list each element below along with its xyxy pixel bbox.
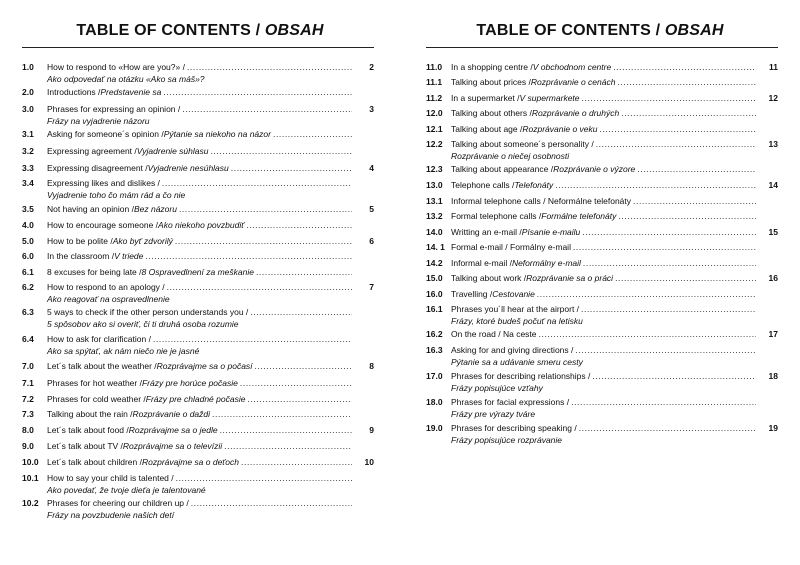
entry-title: How to encourage someone / [47, 220, 159, 230]
entry-title: How to respond to an apology / [47, 282, 165, 292]
entry-title-line [47, 441, 352, 453]
entry-subtitle: Frázy na povzbudenie našich detí [47, 509, 175, 520]
toc-entry[interactable] [426, 423, 778, 446]
entry-title-line [451, 139, 756, 151]
toc-entry[interactable] [426, 258, 778, 270]
entry-title: Talking about prices / [451, 77, 531, 87]
dot-leader [615, 273, 756, 285]
entry-subtitle: Frázy na vyjadrenie názoru [47, 115, 150, 126]
entry-number: 17.0 [426, 371, 443, 381]
title-main: TABLE OF CONTENTS / [476, 22, 665, 39]
toc-entry[interactable] [426, 289, 778, 301]
entry-number: 7.0 [22, 361, 34, 371]
entry-title: In the classroom / [47, 251, 115, 261]
entry-number: 3.1 [22, 129, 34, 139]
title-italic: OBSAH [264, 22, 324, 39]
entry-title: Phrases for hot weather / [47, 378, 142, 388]
entry-title: Asking for someone´s opinion / [47, 129, 164, 139]
entry-title-line [47, 307, 352, 319]
entry-page-number: 16 [768, 273, 778, 283]
toc-entry[interactable] [426, 397, 778, 420]
toc-entry[interactable] [426, 304, 778, 327]
dot-leader [621, 108, 756, 120]
entry-page-number: 12 [768, 93, 778, 103]
toc-entry[interactable] [22, 220, 374, 232]
entry-title: Phrases for cold weather / [47, 394, 146, 404]
entry-title-slovak: 8 Ospravedlnení za meškanie [141, 267, 254, 277]
entry-title-slovak: Rozprávanie o daždi [132, 409, 211, 419]
toc-entry[interactable] [426, 227, 778, 239]
entry-number: 5.0 [22, 236, 34, 246]
entry-title: Telephone calls / [451, 180, 515, 190]
dot-leader [182, 104, 352, 116]
entry-number: 10.2 [22, 498, 39, 508]
entry-number: 15.0 [426, 273, 443, 283]
dot-leader [153, 334, 352, 346]
toc-entry[interactable] [22, 473, 374, 496]
dot-leader [618, 211, 756, 223]
dot-leader [255, 361, 352, 373]
toc-entry[interactable] [426, 139, 778, 162]
entry-number: 14.2 [426, 258, 443, 268]
entry-title-line [451, 258, 756, 270]
entry-number: 14.0 [426, 227, 443, 237]
dot-leader [163, 87, 352, 99]
entry-title: Not having an opinion / [47, 204, 134, 214]
entry-title: Informal telephone calls / Neformálne telefonáty [451, 196, 632, 206]
entry-title-slovak: V supermarkete [519, 93, 580, 103]
entry-title-line [451, 93, 756, 105]
dot-leader [617, 77, 756, 89]
entry-number: 13.1 [426, 196, 443, 206]
title-rule [22, 47, 374, 48]
dot-leader [256, 267, 352, 279]
entry-page-number: 11 [769, 62, 778, 72]
entry-page-number: 4 [369, 163, 374, 173]
entry-title-line [47, 498, 352, 510]
dot-leader [573, 242, 756, 254]
toc-entry[interactable] [426, 108, 778, 120]
entry-title-line [47, 178, 352, 190]
toc-entry[interactable] [22, 361, 374, 373]
entry-number: 10.1 [22, 473, 39, 483]
entry-title-slovak: Vyjadrenie nesúhlasu [147, 163, 229, 173]
entry-number: 3.2 [22, 146, 34, 156]
entry-title: In a shopping centre / [451, 62, 533, 72]
entry-number: 3.0 [22, 104, 34, 114]
entry-page-number: 8 [369, 361, 374, 371]
entry-page-number: 14 [768, 180, 778, 190]
entry-title-slovak: Pýtanie sa niekoho na názor [163, 129, 271, 139]
entry-title: On the road / Na ceste [451, 329, 537, 339]
entry-number: 11.1 [426, 77, 443, 87]
entry-title-line [451, 345, 756, 357]
entry-title: Phrases for describing speaking / [451, 423, 577, 433]
entry-title-line [451, 77, 756, 89]
page-title [0, 22, 400, 40]
entry-title-line [47, 457, 352, 469]
toc-entry[interactable] [426, 345, 778, 368]
toc-entry[interactable] [426, 196, 778, 208]
dot-leader [176, 473, 352, 485]
entry-subtitle: Frázy, ktoré budeš počuť na letisku [451, 315, 583, 326]
entry-title: Asking for and giving directions / [451, 345, 574, 355]
dot-leader [555, 180, 756, 192]
toc-entry[interactable] [22, 425, 374, 437]
toc-entry[interactable] [22, 378, 374, 390]
dot-leader [583, 258, 756, 270]
entry-number: 6.3 [22, 307, 34, 317]
entry-number: 4.0 [22, 220, 34, 230]
dot-leader [145, 251, 352, 263]
dot-leader [162, 178, 352, 190]
entry-title-line [47, 62, 352, 74]
entry-title: Talking about age / [451, 124, 523, 134]
entry-title-line [47, 163, 352, 175]
entry-number: 13.0 [426, 180, 443, 190]
entry-title: Phrases for describing relationships / [451, 371, 591, 381]
entry-subtitle: Frázy popisujúce rozprávanie [451, 434, 563, 445]
toc-entry[interactable] [426, 329, 778, 341]
entry-subtitle: Ako reagovať na ospravedlnenie [47, 293, 170, 304]
entry-title: Let´s talk about children / [47, 457, 142, 467]
entry-number: 16.2 [426, 329, 443, 339]
entry-title: Expressing disagreement / [47, 163, 148, 173]
entry-title: 5 ways to check if the other person understands you / [47, 307, 249, 317]
entry-title-line [47, 361, 352, 373]
entry-page-number: 7 [369, 282, 374, 292]
entry-number: 14. 1 [426, 242, 445, 252]
toc-entry[interactable] [22, 307, 374, 330]
dot-leader [633, 196, 756, 208]
entry-page-number: 13 [768, 139, 778, 149]
entry-title: Talking about appearance / [451, 164, 554, 174]
entry-subtitle: Ako sa spýtať, ak nám niečo nie je jasné [47, 345, 200, 356]
entry-title-line [47, 267, 352, 279]
entry-number: 7.1 [22, 378, 34, 388]
title-rule [426, 47, 778, 48]
dot-leader [613, 62, 756, 74]
entry-number: 1.0 [22, 62, 34, 72]
dot-leader [212, 409, 352, 421]
entry-number: 12.2 [426, 139, 443, 149]
toc-entry[interactable] [426, 371, 778, 394]
toc-entry[interactable] [426, 273, 778, 285]
entry-number: 11.2 [426, 93, 443, 103]
entry-number: 16.3 [426, 345, 443, 355]
toc-entry[interactable] [22, 163, 374, 175]
entry-title-slovak: Rozprávajme sa o deťoch [141, 457, 240, 467]
entry-title: In a supermarket / [451, 93, 520, 103]
entry-number: 9.0 [22, 441, 34, 451]
entry-title: Let´s talk about the weather / [47, 361, 157, 371]
entry-title-line [47, 204, 352, 216]
entry-title-line [47, 394, 352, 406]
entry-subtitle: Rozprávanie o niečej osobnosti [451, 150, 570, 161]
entry-title: Informal e-mail / [451, 258, 512, 268]
toc-entry[interactable] [22, 409, 374, 421]
right-page [400, 0, 800, 565]
entry-title-slovak: Rozprávanie o výzore [553, 164, 636, 174]
entry-title: How to be polite / [47, 236, 113, 246]
dot-leader [224, 441, 352, 453]
entry-number: 8.0 [22, 425, 34, 435]
entry-title-slovak: Neformálny e-mail [511, 258, 581, 268]
dot-leader [175, 236, 352, 248]
entry-page-number: 15 [768, 227, 778, 237]
entry-number: 7.3 [22, 409, 34, 419]
entry-title-line [47, 251, 352, 263]
entry-number: 10.0 [22, 457, 39, 467]
toc-entry[interactable] [22, 251, 374, 263]
entry-title: How to ask for clarification / [47, 334, 151, 344]
toc-entry[interactable] [22, 282, 374, 305]
entry-title: Writting an e-mail / [451, 227, 522, 237]
dot-leader [247, 394, 352, 406]
entry-title-line [47, 409, 352, 421]
entry-title-slovak: Frázy pre horúce počasie [141, 378, 238, 388]
page-title [400, 22, 800, 40]
toc-entry[interactable] [22, 498, 374, 521]
entry-title-slovak: Rozprávajme sa o jedle [128, 425, 218, 435]
entry-number: 19.0 [426, 423, 443, 433]
toc-entry[interactable] [22, 87, 374, 99]
entry-number: 7.2 [22, 394, 34, 404]
entry-title-slovak: Formálne telefonáty [541, 211, 617, 221]
toc-entry[interactable] [426, 242, 778, 254]
entry-title-line [451, 423, 756, 435]
entry-title-line [47, 87, 352, 99]
dot-leader [575, 345, 756, 357]
dot-leader [231, 163, 352, 175]
dot-leader [191, 498, 352, 510]
entry-title-line [451, 227, 756, 239]
entry-title-line [451, 196, 756, 208]
entry-title-line [47, 129, 352, 141]
entry-number: 6.2 [22, 282, 34, 292]
entry-title: Talking about work / [451, 273, 527, 283]
entry-title: Phrases you´ll hear at the airport / [451, 304, 580, 314]
entry-title: Phrases for cheering our children up / [47, 498, 189, 508]
entry-page-number: 5 [369, 204, 374, 214]
entry-number: 3.3 [22, 163, 34, 173]
entry-number: 6.0 [22, 251, 34, 261]
entry-title: Formal e-mail / Formálny e-mail [451, 242, 571, 252]
entry-title-slovak: Ako byť zdvorilý [112, 236, 173, 246]
entry-title: Expressing likes and dislikes / [47, 178, 160, 188]
title-main: TABLE OF CONTENTS / [76, 22, 265, 39]
toc-entry[interactable] [22, 204, 374, 216]
entry-title: Expressing agreement / [47, 146, 137, 156]
toc-entry[interactable] [426, 211, 778, 223]
entry-number: 2.0 [22, 87, 34, 97]
dot-leader [592, 371, 756, 383]
entry-title: Talking about someone´s personality / [451, 139, 594, 149]
dot-leader [250, 307, 352, 319]
entry-title: 8 excuses for being late / [47, 267, 142, 277]
entry-title-line [47, 473, 352, 485]
toc-entry[interactable] [426, 124, 778, 136]
entry-title-slovak: V obchodnom centre [532, 62, 612, 72]
entry-number: 18.0 [426, 397, 443, 407]
entry-number: 3.5 [22, 204, 34, 214]
dot-leader [537, 289, 756, 301]
entry-title-line [451, 371, 756, 383]
entry-title-slovak: Písanie e-mailu [521, 227, 581, 237]
toc-entry[interactable] [22, 104, 374, 127]
entry-page-number: 6 [369, 236, 374, 246]
entry-title-slovak: Rozprávanie o veku [522, 124, 598, 134]
entry-subtitle: 5 spôsobov ako si overiť, či ti druhá osoba rozumie [47, 318, 239, 329]
entry-title-line [451, 180, 756, 192]
entry-title-line [47, 378, 352, 390]
toc-entry[interactable] [426, 77, 778, 89]
toc-entry[interactable] [22, 394, 374, 406]
dot-leader [241, 457, 352, 469]
entry-title-slovak: Frázy pre chladné počasie [145, 394, 246, 404]
dot-leader [167, 282, 352, 294]
entry-number: 12.1 [426, 124, 443, 134]
entry-title-slovak: Bez názoru [133, 204, 177, 214]
entry-title-slovak: Rozprávajme sa o televízii [122, 441, 223, 451]
entry-number: 16.0 [426, 289, 443, 299]
entry-title-slovak: Telefonáty [514, 180, 554, 190]
entry-title: Phrases for facial expressions / [451, 397, 570, 407]
entry-subtitle: Frázy pre výrazy tváre [451, 408, 536, 419]
entry-title-slovak: Rozprávanie sa o práci [526, 273, 614, 283]
entry-subtitle: Frázy popisujúce vzťahy [451, 382, 543, 393]
entry-title: How to say your child is talented / [47, 473, 174, 483]
dot-leader [210, 146, 352, 158]
entry-number: 13.2 [426, 211, 443, 221]
entry-subtitle: Ako povedať, že tvoje dieťa je talentované [47, 484, 206, 495]
dot-leader [220, 425, 352, 437]
entry-title-slovak: Rozprávanie o druhých [531, 108, 620, 118]
entry-title-line [47, 282, 352, 294]
entry-title: Introductions / [47, 87, 101, 97]
toc-entry[interactable] [22, 267, 374, 279]
entry-title-line [47, 236, 352, 248]
toc-entry[interactable] [426, 93, 778, 105]
entry-page-number: 19 [768, 423, 778, 433]
dot-leader [637, 164, 756, 176]
entry-title-line [451, 242, 756, 254]
entry-title: Let´s talk about food / [47, 425, 129, 435]
entry-title-line [47, 425, 352, 437]
entry-page-number: 18 [768, 371, 778, 381]
entry-title: Talking about others / [451, 108, 532, 118]
entry-title-line [451, 273, 756, 285]
entry-subtitle: Pýtanie sa a udávanie smeru cesty [451, 356, 583, 367]
toc-entry[interactable] [22, 62, 374, 85]
toc-entry[interactable] [426, 164, 778, 176]
dot-leader [582, 227, 756, 239]
entry-number: 12.3 [426, 164, 443, 174]
entry-title-line [47, 104, 352, 116]
dot-leader [600, 124, 757, 136]
entry-title: How to respond to «How are you?» / [47, 62, 185, 72]
entry-title-slovak: Cestovanie [492, 289, 535, 299]
entry-title: Let´s talk about TV / [47, 441, 123, 451]
dot-leader [582, 93, 756, 105]
entry-title: Talking about the rain / [47, 409, 133, 419]
dot-leader [240, 378, 352, 390]
entry-title-line [451, 108, 756, 120]
dot-leader [246, 220, 352, 232]
entry-title: Formal telephone calls / [451, 211, 542, 221]
entry-number: 11.0 [426, 62, 443, 72]
entry-page-number: 2 [369, 62, 374, 72]
toc-entry[interactable] [22, 146, 374, 158]
entry-title-line [451, 124, 756, 136]
entry-title: Phrases for expressing an opinion / [47, 104, 181, 114]
entry-title-line [47, 146, 352, 158]
entry-title-slovak: Rozprávanie o cenách [530, 77, 616, 87]
entry-subtitle: Vyjadrenie toho čo mám rád a čo nie [47, 189, 186, 200]
toc-entry[interactable] [426, 180, 778, 192]
entry-title-line [451, 304, 756, 316]
entry-title: Travelling / [451, 289, 493, 299]
toc-entry[interactable] [22, 334, 374, 357]
toc-entry[interactable] [22, 457, 374, 469]
dot-leader [539, 329, 756, 341]
entry-number: 6.1 [22, 267, 34, 277]
entry-subtitle: Ako odpovedať na otázku «Ako sa máš»? [47, 73, 205, 84]
entry-title-line [47, 334, 352, 346]
entry-title-slovak: Vyjadrenie súhlasu [136, 146, 209, 156]
dot-leader [581, 304, 756, 316]
entry-number: 16.1 [426, 304, 443, 314]
toc-entry[interactable] [22, 236, 374, 248]
entry-title-slovak: V triede [114, 251, 144, 261]
dot-leader [179, 204, 352, 216]
toc-entry[interactable] [22, 178, 374, 201]
entry-title-slovak: Rozprávajme sa o počasí [156, 361, 253, 371]
dot-leader [579, 423, 756, 435]
entry-title-line [47, 220, 352, 232]
entry-title-line [451, 289, 756, 301]
entry-number: 6.4 [22, 334, 34, 344]
dot-leader [571, 397, 756, 409]
entry-number: 12.0 [426, 108, 443, 118]
entry-title-line [451, 164, 756, 176]
entry-page-number: 17 [768, 329, 778, 339]
entry-page-number: 9 [369, 425, 374, 435]
entry-title-line [451, 62, 756, 74]
dot-leader [596, 139, 756, 151]
entry-title-slovak: Predstavenie sa [100, 87, 162, 97]
entry-title-line [451, 329, 756, 341]
dot-leader [187, 62, 352, 74]
dot-leader [273, 129, 352, 141]
entry-title-line [451, 211, 756, 223]
entry-page-number: 10 [364, 457, 374, 467]
toc-entry[interactable] [426, 62, 778, 74]
entry-title-slovak: Ako niekoho povzbudiť [158, 220, 245, 230]
entry-title-line [451, 397, 756, 409]
title-italic: OBSAH [664, 22, 724, 39]
entry-page-number: 3 [369, 104, 374, 114]
entry-number: 3.4 [22, 178, 34, 188]
toc-entry[interactable] [22, 129, 374, 141]
toc-entry[interactable] [22, 441, 374, 453]
